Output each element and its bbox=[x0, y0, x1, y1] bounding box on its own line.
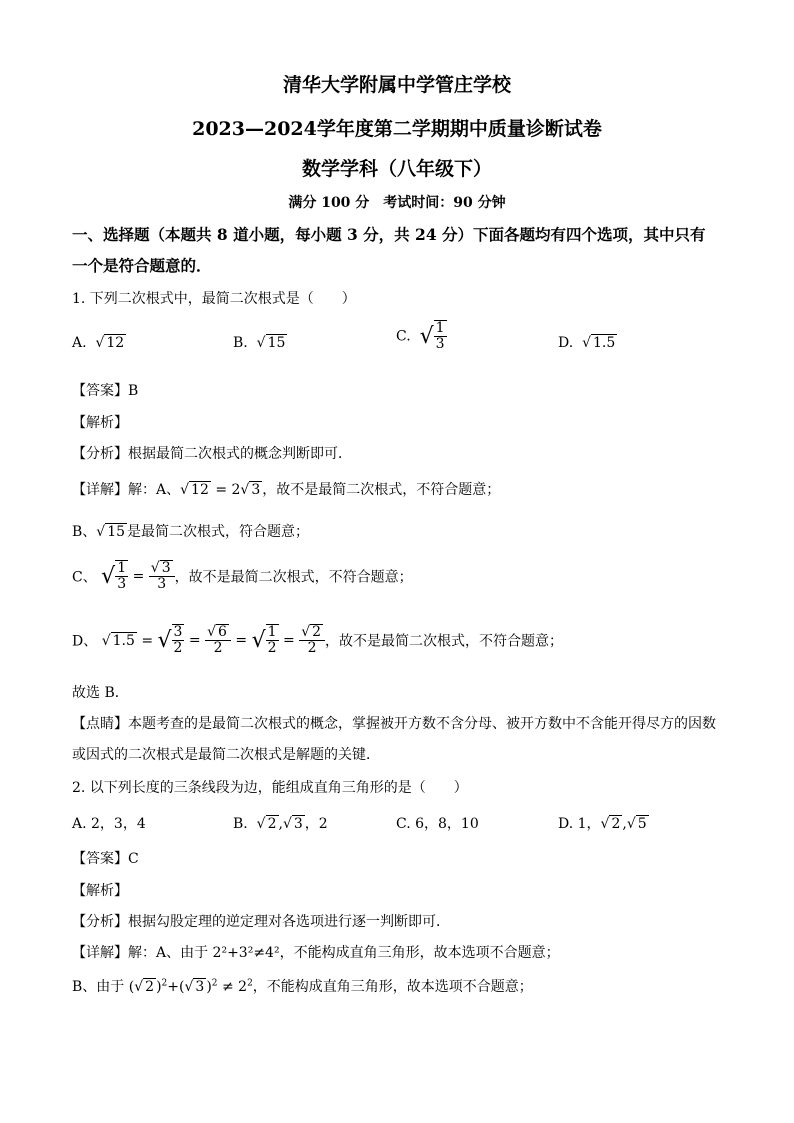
q1-detail-b: B、√ 15 是最简二次根式，符合题意； bbox=[72, 524, 310, 540]
q1-option-b: B. √ 15 bbox=[233, 335, 286, 351]
q1-answer: 【答案】B bbox=[72, 383, 139, 399]
q1-option-d: D. √ 1.5 bbox=[558, 335, 616, 351]
q1-comment-line2: 或因式的二次根式是最简二次根式是解题的关键． bbox=[72, 747, 380, 763]
q1-choose: 故选 B． bbox=[72, 685, 129, 701]
exam-title: 2023—2024学年度第二学期期中质量诊断试卷 bbox=[192, 118, 602, 140]
q2-analysis-label: 【解析】 bbox=[72, 883, 128, 899]
q2-option-c: C. 6，8，10 bbox=[396, 816, 479, 832]
q1-option-c: C. √ $\frac{1}{3}$ bbox=[396, 320, 445, 353]
q1-analysis: 【分析】根据最简二次根式的概念判断即可． bbox=[72, 446, 352, 462]
q2-analysis: 【分析】根据勾股定理的逆定理对各选项进行逐一判断即可． bbox=[72, 914, 450, 930]
exam-info: 满分 100 分 考试时间：90 分钟 bbox=[288, 195, 506, 211]
q1-detail-d: D、 √ 1.5 = √ $\frac{3}{2}$ = $\frac{√ 6}{2}$ = √ $\frac{1}{2}$ = $\frac{√ 2}{2}$ ，故不是最简二次根式，不符合题意； bbox=[72, 624, 564, 657]
q2-option-a: A. 2，3，4 bbox=[72, 816, 146, 832]
school-title: 清华大学附属中学管庄学校 bbox=[282, 74, 511, 96]
section-title-line1: 一、选择题（本题共 8 道小题，每小题 3 分，共 24 分）下面各题均有四个选项，其中只有 bbox=[72, 225, 706, 244]
q1-detail-a: 【详解】解：A、√ 12 = 2√ 3 ，故不是最简二次根式，不符合题意； bbox=[72, 482, 501, 498]
section-title-line2: 一个是符合题意的． bbox=[72, 256, 212, 275]
q2-stem: 2. 以下列长度的三条线段为边，能组成直角三角形的是（ ） bbox=[72, 780, 468, 796]
q1-option-a: A. √ 12 bbox=[72, 335, 125, 351]
q2-option-b: B. √ 2 ,√ 3 ，2 bbox=[233, 816, 328, 832]
q2-option-d: D. 1，√ 2 ,√ 5 bbox=[558, 816, 647, 832]
q2-detail-a: 【详解】解：A、由于 2²+3²≠4²，不能构成直角三角形，故本选项不合题意； bbox=[72, 945, 560, 961]
subject-title: 数学学科（八年级下） bbox=[301, 158, 492, 180]
q1-detail-c: C、 √ $\frac{1}{3}$ = $\frac{√ 3}{3}$ ，故不是最简二次根式，不符合题意； bbox=[72, 560, 413, 593]
q1-analysis-label: 【解析】 bbox=[72, 415, 128, 431]
q2-detail-b: B、由于 (√ 2 )$^2$+(√ 3 )$^2 \ne 2^2$，不能构成直角三角形，故本选项不合题意； bbox=[72, 978, 533, 995]
q1-stem: 1. 下列二次根式中，最简二次根式是（ ） bbox=[72, 291, 356, 307]
q2-answer: 【答案】C bbox=[72, 851, 139, 867]
q1-comment-line1: 【点睛】本题考查的是最简二次根式的概念，掌握被开方数不含分母、被开方数中不含能开得尽方的因数 bbox=[72, 716, 716, 732]
